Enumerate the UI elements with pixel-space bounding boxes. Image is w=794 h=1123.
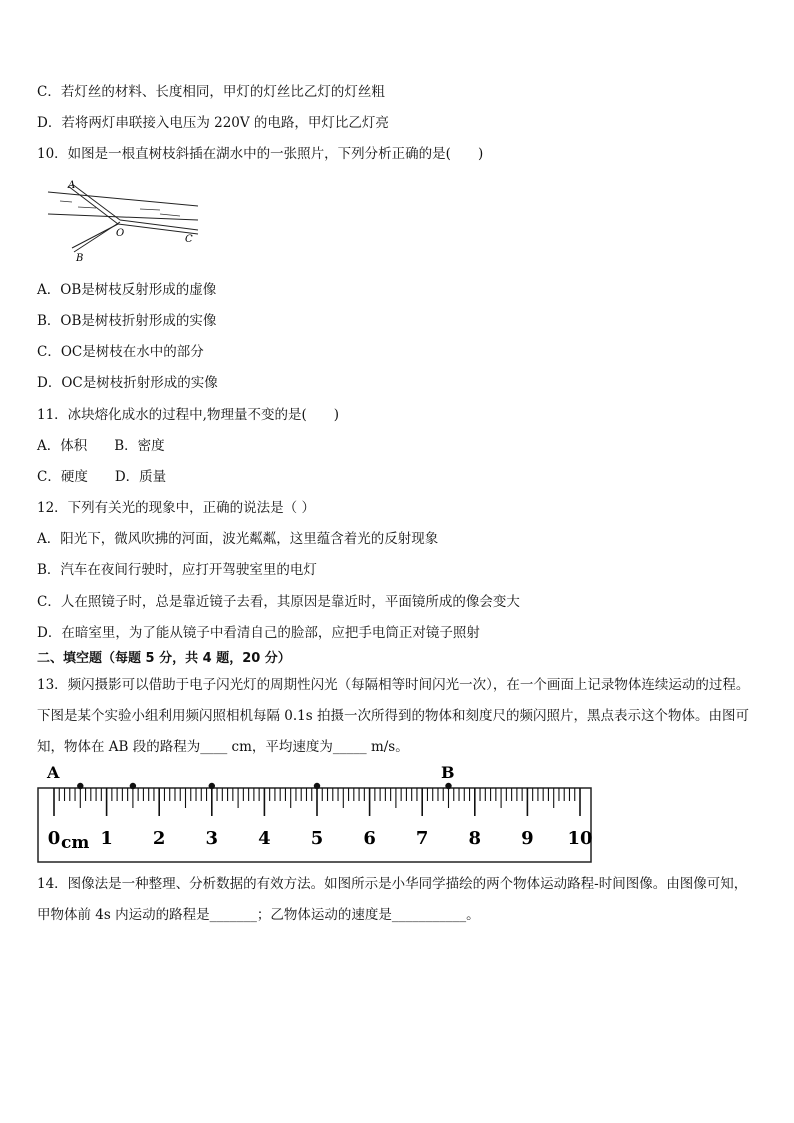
question-12: 12．下列有关光的现象中，正确的说法是（ ） bbox=[37, 500, 315, 516]
object-dot bbox=[209, 783, 215, 789]
ruler-point-a: A bbox=[47, 763, 60, 782]
ruler-figure bbox=[35, 760, 595, 866]
ruler-number: 9 bbox=[521, 828, 534, 849]
branch-label-b: B bbox=[76, 253, 84, 264]
ruler-number: 2 bbox=[152, 828, 166, 849]
option-10d: D．OC是树枝折射形成的实像 bbox=[37, 375, 218, 391]
option-12d: D．在暗室里，为了能从镜子中看清自己的脸部，应把手电筒正对镜子照射 bbox=[37, 625, 480, 641]
ruler-unit: cm bbox=[61, 833, 90, 853]
question-10: 10．如图是一根直树枝斜插在湖水中的一张照片，下列分析正确的是( ) bbox=[37, 146, 484, 162]
section-heading-fill-blank: 二、填空题（每题 5 分，共 4 题，20 分） bbox=[37, 651, 291, 666]
ruler-number: 7 bbox=[415, 828, 429, 849]
branch-figure bbox=[40, 176, 205, 264]
question-14-line1: 14．图像法是一种整理、分析数据的有效方法。如图所示是小华同学描绘的两个物体运动路程-时间图像。由图像可知， bbox=[37, 876, 748, 892]
ruler-number: 3 bbox=[205, 828, 219, 849]
ruler-number: 0 bbox=[47, 828, 61, 849]
question-11: 11．冰块熔化成水的过程中,物理量不变的是( ) bbox=[37, 407, 340, 423]
ruler-number: 6 bbox=[363, 828, 376, 849]
option-10a: A．OB是树枝反射形成的虚像 bbox=[37, 282, 217, 298]
question-13-line3: 知，物体在 AB 段的路程为____ cm，平均速度为_____ m/s。 bbox=[37, 739, 409, 755]
option-12a: A．阳光下，微风吹拂的河面，波光粼粼，这里蕴含着光的反射现象 bbox=[37, 531, 439, 547]
object-dot bbox=[77, 783, 83, 789]
question-13-line2: 下图是某个实验小组利用频闪照相机每隔 0.1s 拍摄一次所得到的物体和刻度尺的频闪照片，黑点表示这个物体。由图可 bbox=[37, 708, 749, 724]
question-13-line1: 13．频闪摄影可以借助于电子闪光灯的周期性闪光（每隔相等时间闪光一次），在一个画面上记录物体连续运动的过程。 bbox=[37, 677, 750, 693]
options-11ab: A．体积 B．密度 bbox=[37, 438, 165, 454]
ruler-number: 10 bbox=[567, 828, 593, 849]
ruler-number: 1 bbox=[100, 828, 113, 849]
ruler-number: 5 bbox=[310, 828, 324, 849]
object-dot bbox=[445, 783, 451, 789]
ruler-number: 4 bbox=[258, 828, 271, 849]
options-11cd: C．硬度 D．质量 bbox=[37, 469, 167, 485]
branch-label-c: C bbox=[185, 234, 193, 245]
object-dot bbox=[314, 783, 320, 789]
branch-label-o: O bbox=[116, 228, 125, 239]
option-10b: B．OB是树枝折射形成的实像 bbox=[37, 313, 217, 329]
option-10c: C．OC是树枝在水中的部分 bbox=[37, 344, 204, 360]
object-dot bbox=[130, 783, 136, 789]
ruler-number: 8 bbox=[468, 828, 482, 849]
question-14-line2: 甲物体前 4s 内运动的路程是_______；乙物体运动的速度是___________。 bbox=[37, 907, 480, 923]
option-9c: C．若灯丝的材料、长度相同，甲灯的灯丝比乙灯的灯丝粗 bbox=[37, 84, 385, 100]
option-12c: C．人在照镜子时，总是靠近镜子去看，其原因是靠近时，平面镜所成的像会变大 bbox=[37, 594, 520, 610]
option-12b: B．汽车在夜间行驶时，应打开驾驶室里的电灯 bbox=[37, 562, 317, 578]
ruler-point-b: B bbox=[441, 763, 455, 782]
branch-label-a: A bbox=[68, 180, 76, 191]
option-9d: D．若将两灯串联接入电压为 220V 的电路，甲灯比乙灯亮 bbox=[37, 115, 389, 131]
